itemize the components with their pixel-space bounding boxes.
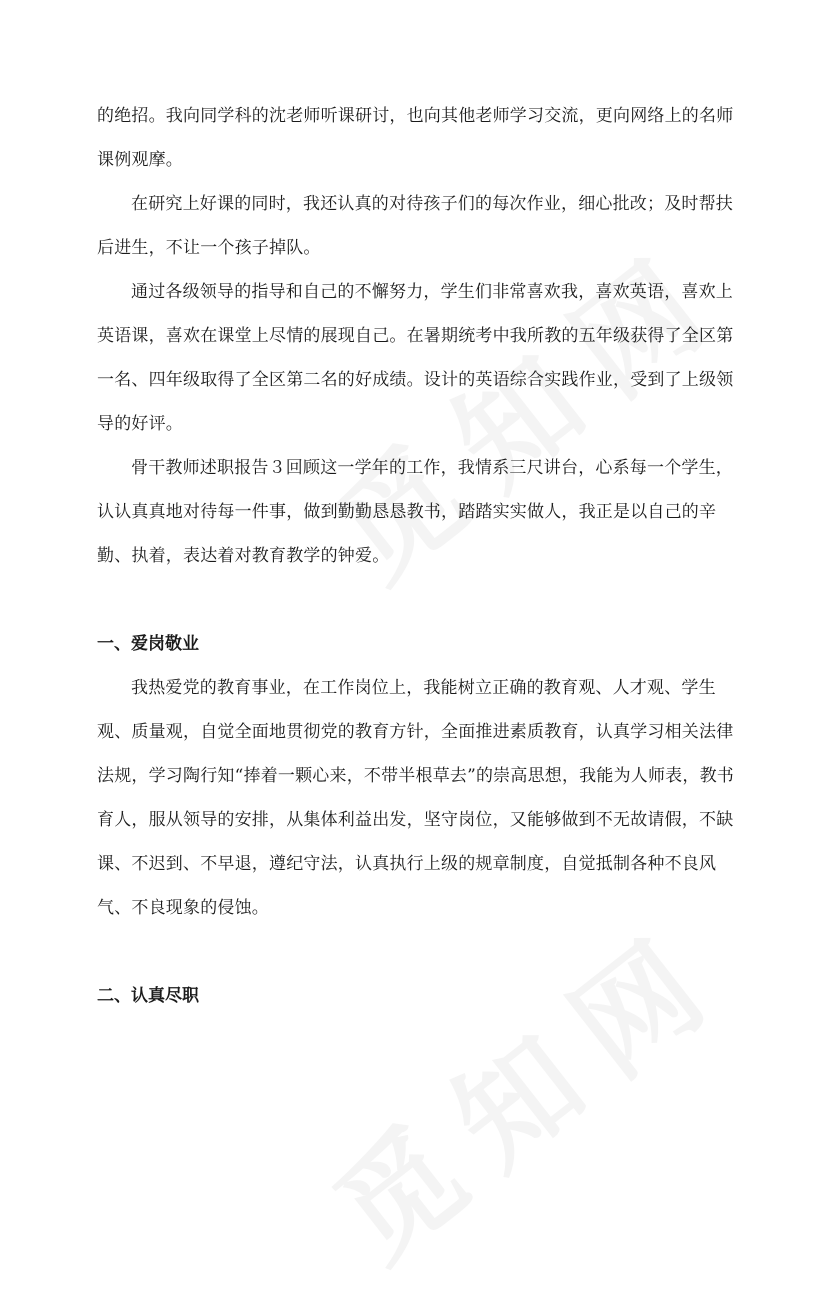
section-heading-dedication: 一、爱岗敬业 bbox=[97, 634, 199, 654]
section-body-dedication: 我热爱党的教育事业，在工作岗位上，我能树立正确的教育观、人才观、学生观、质量观，自觉全面地贯彻党的教育方针，全面推进素质教育，认真学习相关法律法规，学习陶行知“捧着一颗心来，不带半根草去”的崇高思想，我能为人师表，教书育人，服从领导的安排，从集体利益出发，坚守岗位，又能够做到不无故请假，不缺课、不迟到、不早退，遵纪守法，认真执行上级的规章制度，自觉抵制各种不良风气、不良现象的侵蚀。 bbox=[97, 678, 734, 918]
paragraph-homework: 在研究上好课的同时，我还认真的对待孩子们的每次作业，细心批改；及时帮扶后进生，不让一个孩子掉队。 bbox=[97, 194, 733, 258]
paragraph-review: 骨干教师述职报告３回顾这一学年的工作，我情系三尺讲台，心系每一个学生，认认真真地对待每一件事，做到勤勤恳恳教书，踏踏实实做人，我正是以自己的辛勤、执着，表达着对教育教学的钟爱。 bbox=[97, 458, 733, 566]
document-page bbox=[97, 94, 737, 1018]
section-spacer bbox=[97, 578, 737, 622]
section-spacer bbox=[97, 930, 737, 974]
paragraph-continuation: 的绝招。我向同学科的沈老师听课研讨，也向其他老师学习交流，更向网络上的名师课例观摩。 bbox=[97, 106, 734, 170]
paragraph-achievements: 通过各级领导的指导和自己的不懈努力，学生们非常喜欢我，喜欢英语，喜欢上英语课，喜欢在课堂上尽情的展现自己。在暑期统考中我所教的五年级获得了全区第一名、四年级取得了全区第二名的好成绩。设计的英语综合实践作业，受到了上级领导的好评。 bbox=[97, 282, 734, 434]
section-heading-diligence: 二、认真尽职 bbox=[97, 986, 199, 1006]
